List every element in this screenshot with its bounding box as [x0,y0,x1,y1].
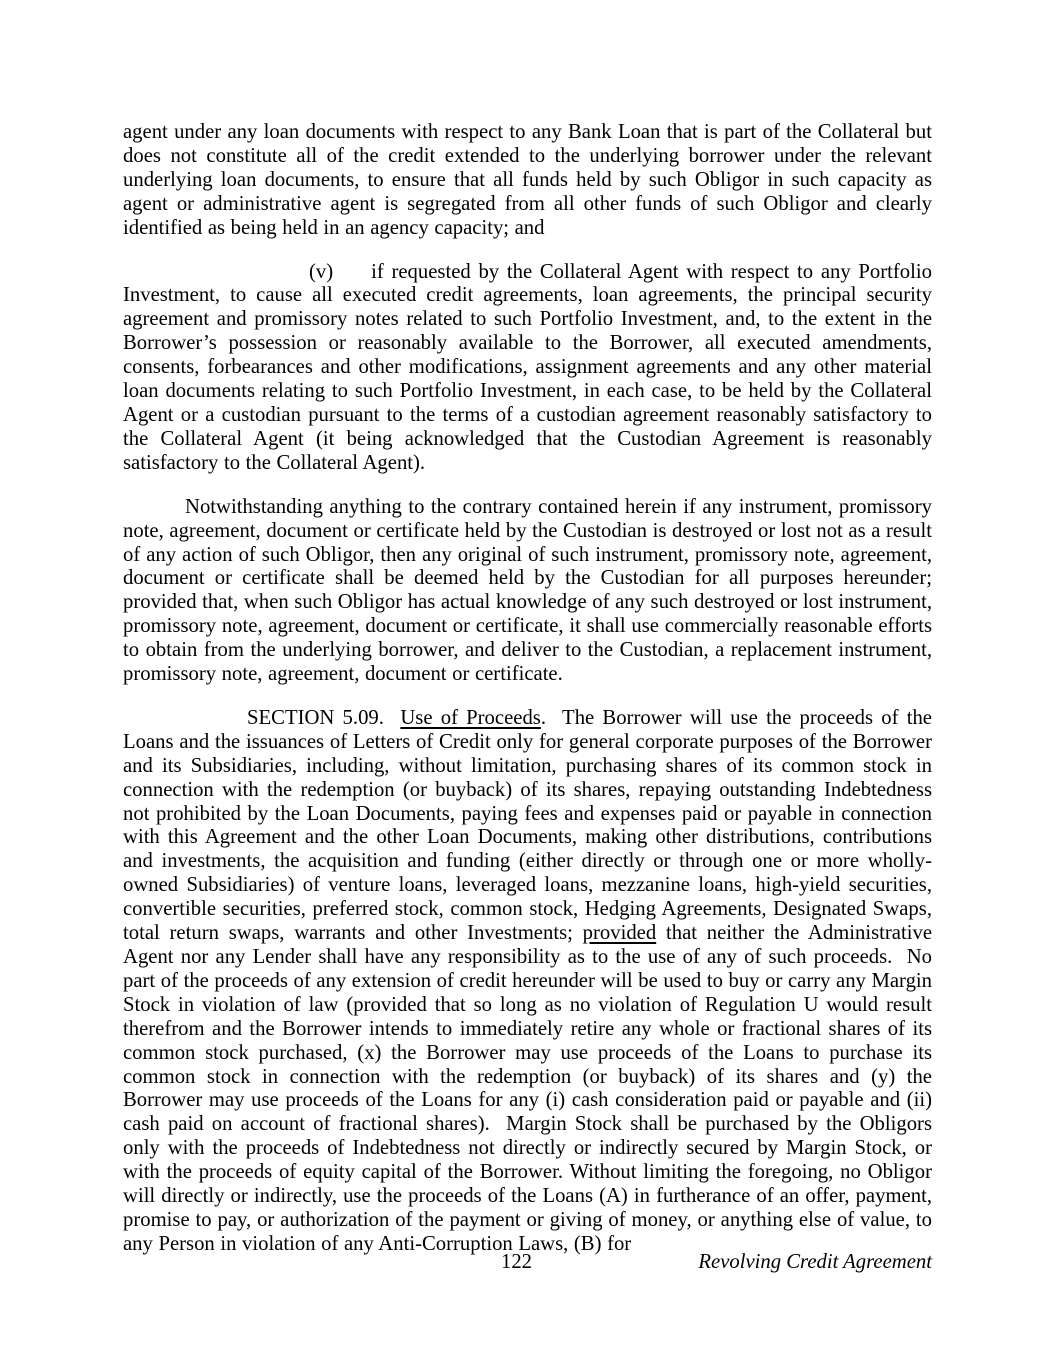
page-footer [123,1251,932,1275]
paragraph-text: . The Borrower will use the proceeds of the Loans and the issuances of Letters of Credit only for general corporate purposes of the Borrower and its Subsidiaries, including, without limitation, purchasing shares of its common stock in connection with the redemption (or buyback) of its shares, repaying outstanding Indebtedness not prohibited by the Loan Documents, paying fees and expenses paid or payable in connection with this Agreement and the other Loan Documents, making other distributions, contributions and investments, the acquisition and funding (either directly or through one or more wholly-owned Subsidiaries) of venture loans, leveraged loans, mezzanine loans, high-yield securities, convertible securities, preferred stock, common stock, Hedging Agreements, Designated Swaps, total return swaps, warrants and other Investments; [123,706,932,945]
footer-doc-title: Revolving Credit Agreement [698,1251,932,1273]
paragraph-text: if requested by the Collateral Agent with respect to any Portfolio Investment, to cause all executed credit agreements, loan agreements, the principal security agreement and promissory notes related to such Portfolio Investment, and, to the extent in the Borrower’s possession or reasonably available to the Borrower, all executed amendments, consents, forbearances and other modifications, assignment agreements and any other material loan documents relating to such Portfolio Investment, in each case, to be held by the Collateral Agent or a custodian pursuant to the terms of a custodian agreement reasonably satisfactory to the Collateral Agent (it being acknowledged that the Custodian Agreement is reasonably satisfactory to the Collateral Agent). [123,260,932,474]
tab-spacer [333,277,371,278]
underlined-text: provided [582,922,657,945]
section-5-09-paragraph [123,707,932,1257]
notwithstanding-paragraph [123,496,932,687]
document-body [123,121,932,1257]
continuation-paragraph [123,121,932,241]
paragraph-text: agent under any loan documents with respect to any Bank Loan that is part of the Collateral but does not constitute all of the credit extended to the underlying borrower under the relevant underlying loan documents, to ensure that all funds held by such Obligor in such capacity as agent or administrative agent is segregated from all other funds of such Obligor and clearly identified as being held in an agency capacity; and [123,121,932,239]
paragraph-text: that neither the Administrative Agent nor any Lender shall have any responsibility as to the use of any of such proceeds. No part of the proceeds of any extension of credit hereunder will be used to buy or carry any Margin Stock in violation of law (provided that so long as no violation of Regulation U would result therefrom and the Borrower intends to immediately retire any whole or fractional shares of its common stock purchased, (x) the Borrower may use proceeds of the Loans to purchase its common stock in connection with the redemption (or buyback) of its shares and (y) the Borrower may use proceeds of the Loans for any (i) cash consideration paid or payable and (ii) cash paid on account of fractional shares). Margin Stock shall be purchased by the Obligors only with the proceeds of Indebtedness not directly or indirectly secured by Margin Stock, or with the proceeds of equity capital of the Borrower. Without limiting the foregoing, no Obligor will directly or indirectly, use the proceeds of the Loans (A) in furtherance of an offer, payment, promise to pay, or authorization of the payment or giving of money, or anything else of value, to any Person in violation of any Anti-Corruption Laws, (B) for [123,922,933,1255]
paragraph-text: Notwithstanding anything to the contrary contained herein if any instrument, promissory note, agreement, document or certificate held by the Custodian is destroyed or lost not as a result of any action of such Obligor, then any original of such instrument, promissory note, agreement, document or certificate shall be deemed held by the Custodian for all purposes hereunder; provided that, when such Obligor has actual knowledge of any such destroyed or lost instrument, promissory note, agreement, document or certificate, it shall use commercially reasonable efforts to obtain from the underlying borrower, and deliver to the Custodian, a replacement instrument, promissory note, agreement, document or certificate. [123,495,932,686]
underlined-text: Use of Proceeds [400,706,541,729]
clause-v-paragraph [123,261,932,476]
paragraph-text: SECTION 5.09. [247,706,401,729]
paragraph-text: (v) [309,260,334,283]
page-number: 122 [500,1251,533,1273]
